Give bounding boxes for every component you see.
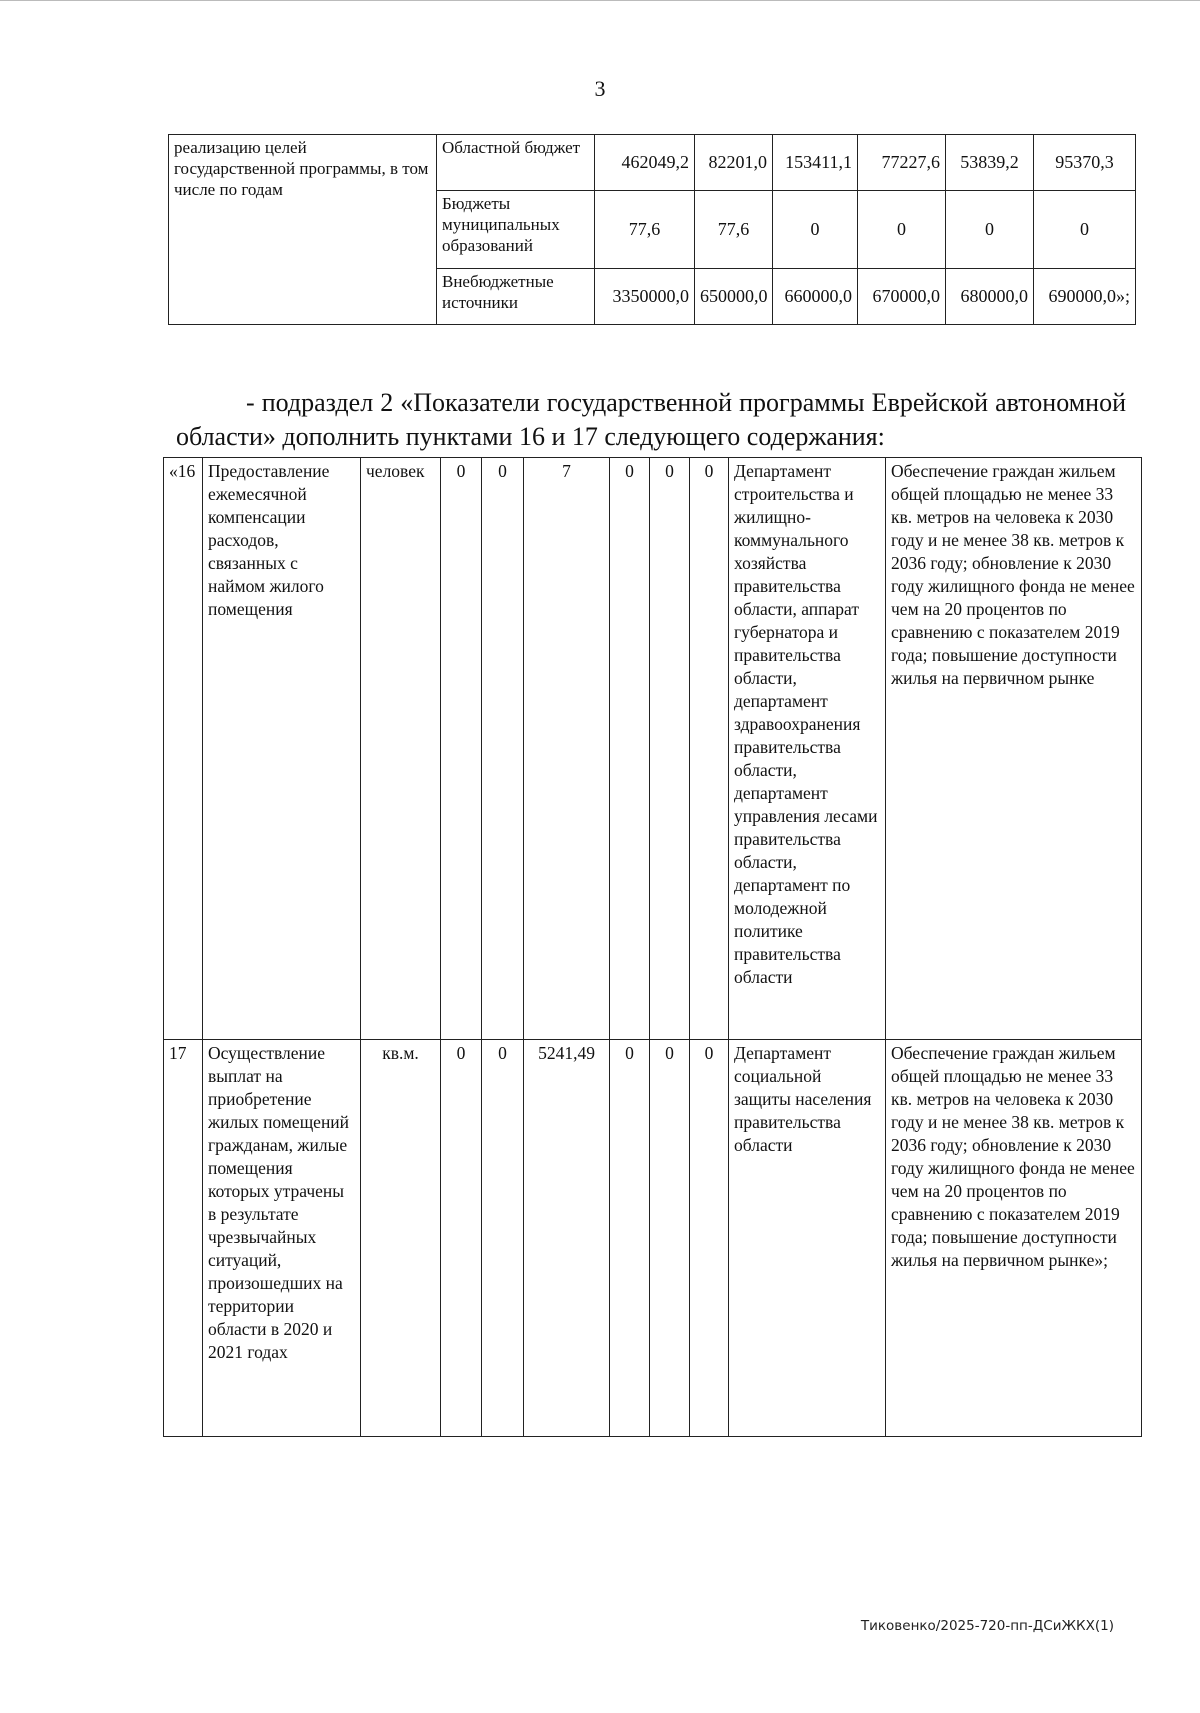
indicator-value: 0 (690, 1040, 729, 1437)
indicator-value: 7 (524, 458, 610, 1040)
funding-description: реализацию целей государственной программы, в том числе по годам (169, 135, 437, 325)
funding-source-cell: Внебюджетные источники (437, 269, 595, 325)
funding-value-cell: 0 (1034, 191, 1136, 269)
funding-value-cell: 3350000,0 (595, 269, 695, 325)
footer-document-code: Тиковенко/2025-720-пп-ДСиЖКХ(1) (860, 1618, 1114, 1634)
funding-value-cell: 660000,0 (773, 269, 858, 325)
indicator-goal: Обеспечение граждан жильем общей площадью не менее 33 кв. метров на человека к 2030 году и не менее 38 кв. метров к 2036 году; обновление к 2030 году жилищного фонда не менее чем на 20 процентов по сравнению с показателем 2019 года; повышение доступности жилья на первичном рынке»; (886, 1040, 1142, 1437)
scan-top-edge (0, 0, 1200, 1)
indicator-unit: кв.м. (361, 1040, 441, 1437)
indicator-name: Осуществление выплат на приобретение жилых помещений гражданам, жилые помещения которых утрачены в результате чрезвычайных ситуаций, произошедших на территории области в 2020 и 2021 годах (203, 1040, 361, 1437)
page-number: 3 (594, 76, 606, 101)
funding-value-cell: 153411,1 (773, 135, 858, 191)
indicator-value: 0 (482, 458, 524, 1040)
indicator-name: Предоставление ежемесячной компенсации расходов, связанных с наймом жилого помещения (203, 458, 361, 1040)
indicator-goal: Обеспечение граждан жильем общей площадью не менее 33 кв. метров на человека к 2030 году и не менее 38 кв. метров к 2036 году; обновление к 2030 году жилищного фонда не менее чем на 20 процентов по сравнению с показателем 2019 года; повышение доступности жилья на первичном рынке (886, 458, 1142, 1040)
intro-text: - подраздел 2 «Показатели государственной программы Еврейской автономной области» дополнить пунктами 16 и 17 следующего содержания: (176, 388, 1126, 451)
funding-value-cell: 0 (773, 191, 858, 269)
funding-value-cell: 650000,0 (695, 269, 773, 325)
funding-value-cell: 77,6 (595, 191, 695, 269)
indicator-value: 0 (650, 1040, 690, 1437)
indicator-value: 0 (482, 1040, 524, 1437)
funding-table (168, 134, 1136, 325)
indicator-unit: человек (361, 458, 441, 1040)
indicator-value: 0 (610, 1040, 650, 1437)
funding-value-cell: 690000,0»; (1034, 269, 1136, 325)
funding-value-cell: 77227,6 (858, 135, 946, 191)
indicator-value: 0 (690, 458, 729, 1040)
funding-value-cell: 82201,0 (695, 135, 773, 191)
funding-value-cell: 670000,0 (858, 269, 946, 325)
funding-row-regional (169, 135, 1136, 191)
funding-value-cell: 0 (946, 191, 1034, 269)
indicators-table (163, 457, 1142, 1437)
funding-source-cell: Областной бюджет (437, 135, 595, 191)
intro-paragraph (176, 386, 1126, 454)
indicator-value: 0 (441, 458, 482, 1040)
funding-value-cell: 53839,2 (946, 135, 1034, 191)
funding-source-cell: Бюджеты муниципальных образований (437, 191, 595, 269)
indicator-number: «16 (164, 458, 203, 1040)
indicator-value: 0 (650, 458, 690, 1040)
funding-value-cell: 0 (858, 191, 946, 269)
funding-value-cell: 95370,3 (1034, 135, 1136, 191)
indicator-row-17 (164, 1040, 1142, 1437)
indicator-value: 5241,49 (524, 1040, 610, 1437)
indicator-number: 17 (164, 1040, 203, 1437)
funding-value-cell: 462049,2 (595, 135, 695, 191)
indicator-row-16 (164, 458, 1142, 1040)
indicator-value: 0 (610, 458, 650, 1040)
indicator-value: 0 (441, 1040, 482, 1437)
funding-value-cell: 77,6 (695, 191, 773, 269)
funding-value-cell: 680000,0 (946, 269, 1034, 325)
indicator-responsible: Департамент социальной защиты населения правительства области (729, 1040, 886, 1437)
indicator-responsible: Департамент строительства и жилищно-коммунального хозяйства правительства области, аппарат губернатора и правительства области, департамент здравоохранения правительства области, департамент управления лесами правительства области, департамент по молодежной политике правительства области (729, 458, 886, 1040)
